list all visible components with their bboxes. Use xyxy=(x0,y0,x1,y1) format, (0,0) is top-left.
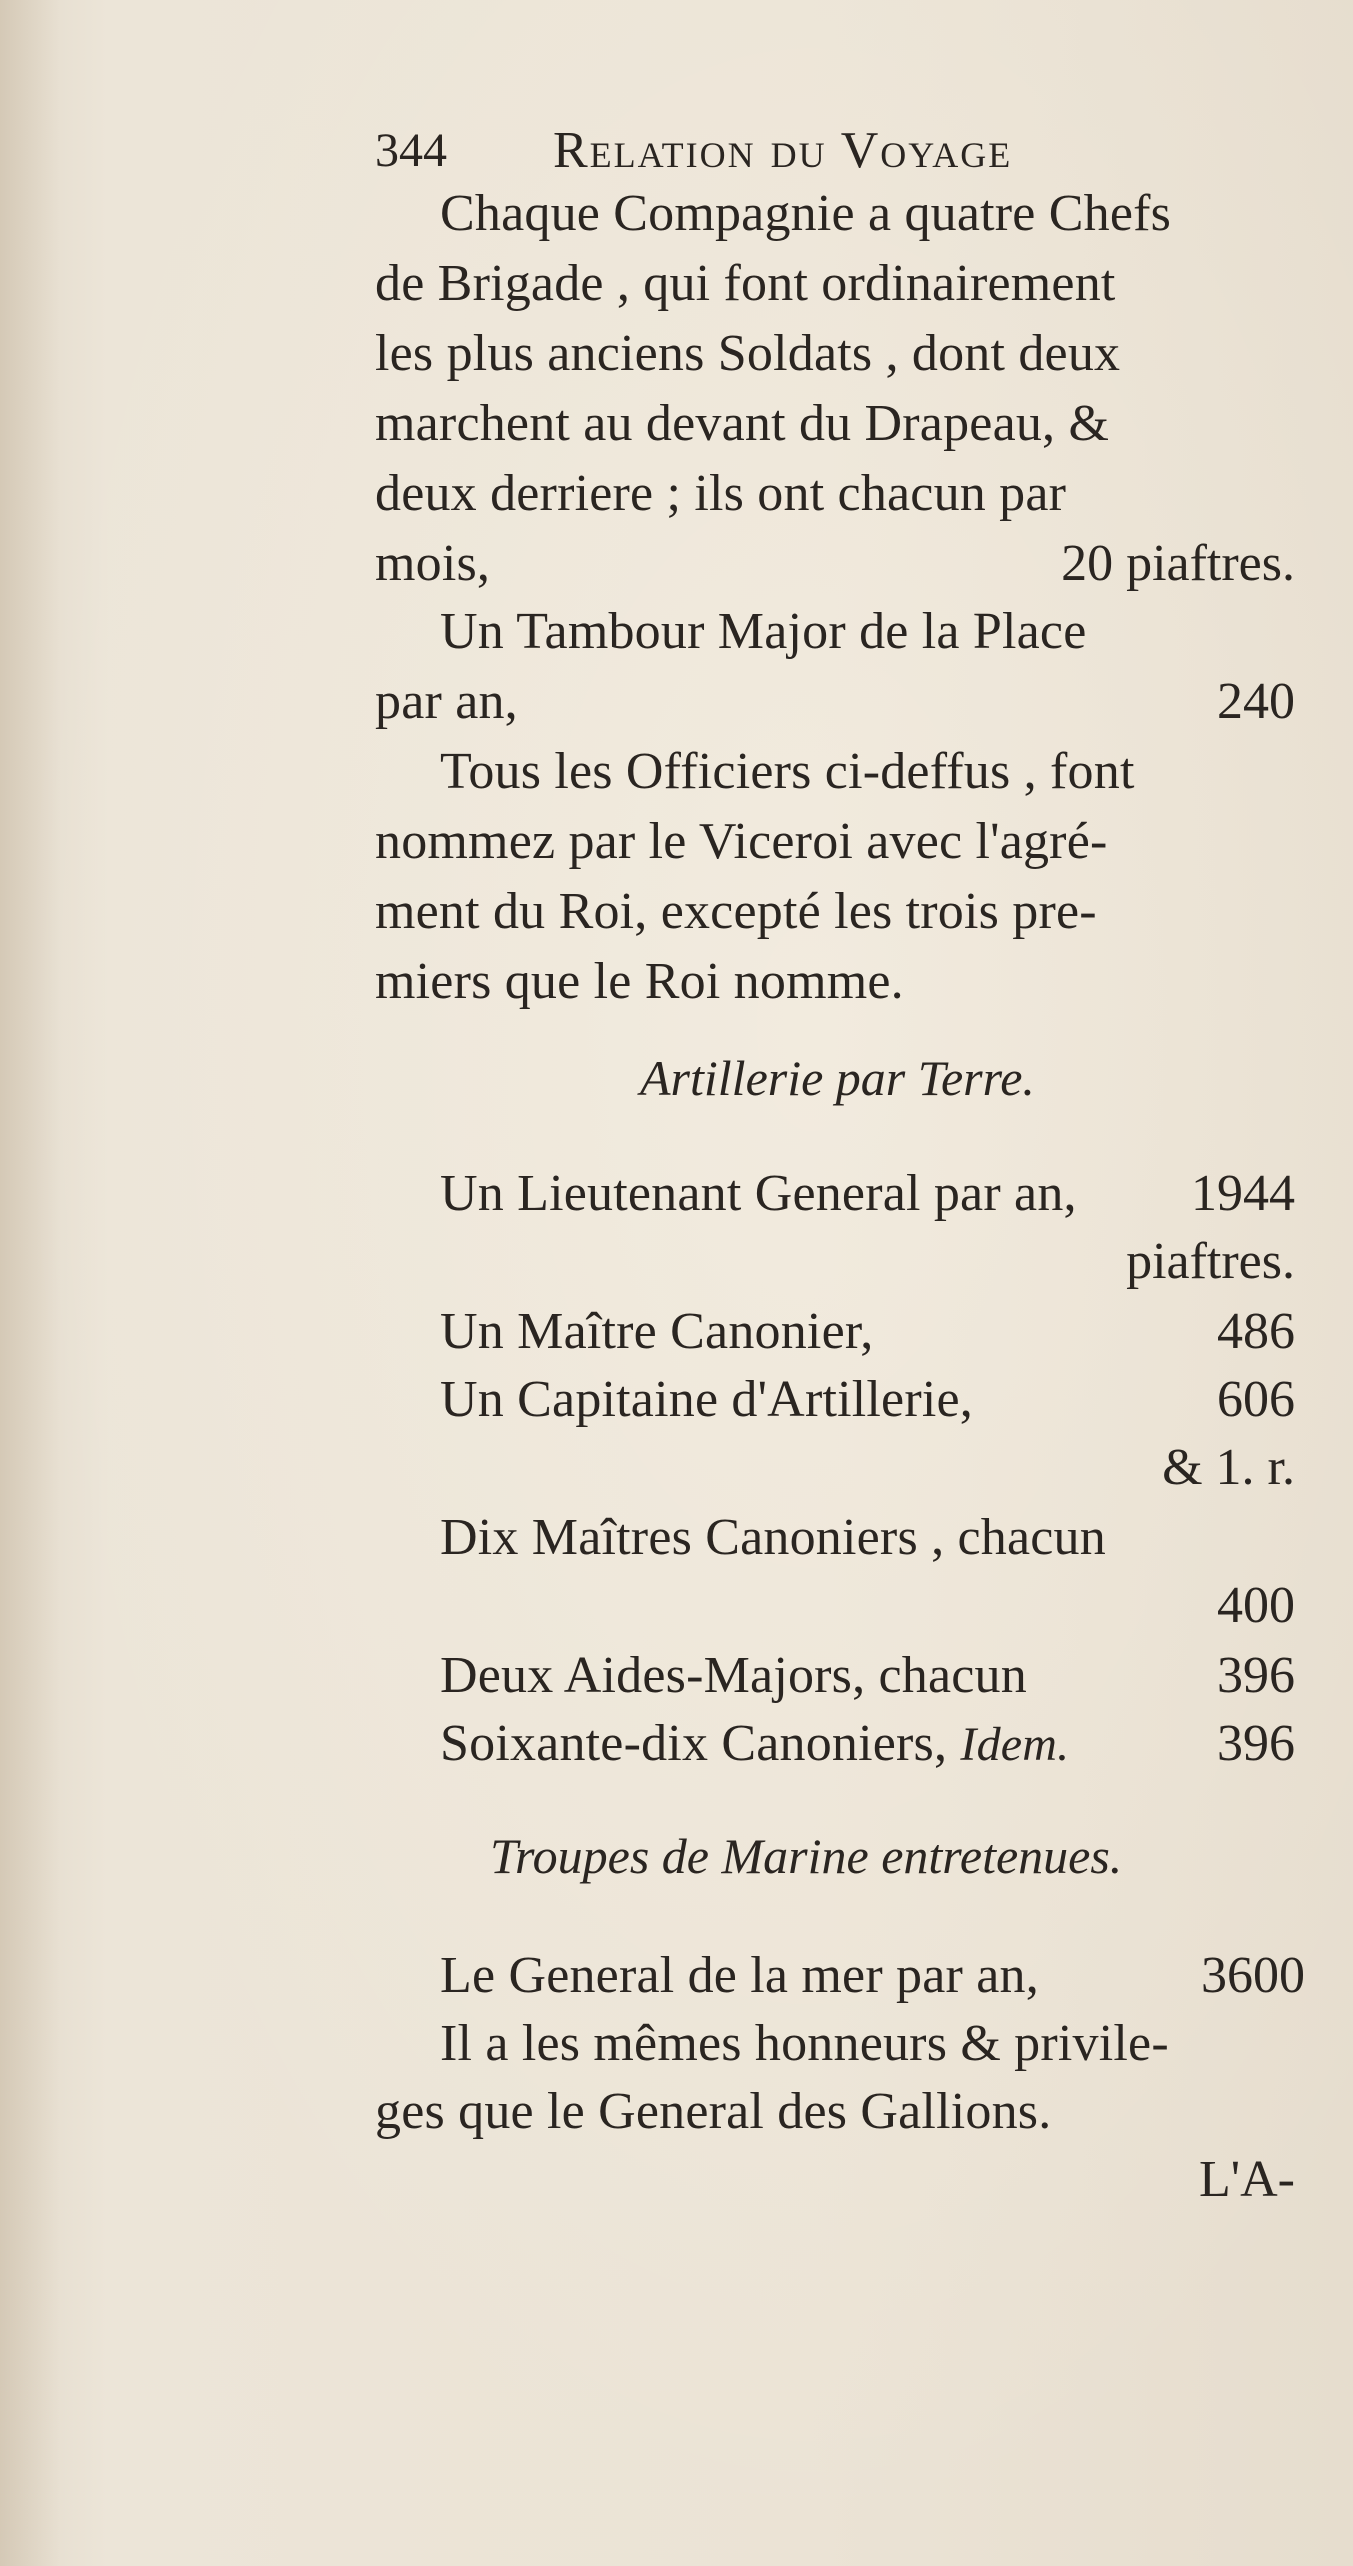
gutter-shadow xyxy=(0,0,60,2566)
section-heading-part: Marine entretenues. xyxy=(721,1828,1123,1884)
text-line: Tous les Officiers ci-deffus , font xyxy=(440,743,1135,800)
page-number: 344 xyxy=(375,124,447,177)
page-header xyxy=(375,116,1265,186)
catchword: L'A- xyxy=(1198,2151,1295,2208)
text-line: Un Maître Canonier, xyxy=(440,1303,874,1360)
text-line: Un Tambour Major de la Place xyxy=(440,603,1087,660)
text-line: nommez par le Viceroi avec l'agré- xyxy=(375,813,1108,870)
amount: & 1. r. xyxy=(1162,1439,1295,1496)
section-heading: Artillerie par Terre. xyxy=(640,1050,1035,1106)
amount: 606 xyxy=(1217,1371,1295,1428)
amount: 20 piaftres. xyxy=(1061,535,1295,592)
amount: 3600 xyxy=(1201,1947,1305,2004)
amount: 240 xyxy=(1217,673,1295,730)
text-line: Un Capitaine d'Artillerie, xyxy=(440,1371,973,1428)
text-line: Le General de la mer par an, xyxy=(440,1947,1039,2004)
text-line: ment du Roi, excepté les trois pre- xyxy=(375,883,1097,940)
amount: 486 xyxy=(1217,1303,1295,1360)
text-line: Un Lieutenant General par an, xyxy=(440,1165,1077,1222)
amount: 400 xyxy=(1217,1577,1295,1634)
section-heading xyxy=(490,1826,1122,1886)
text-line: les plus anciens Soldats , dont deux xyxy=(375,325,1121,382)
text-line: ges que le General des Gallions. xyxy=(375,2083,1052,2140)
text-line-label: Soixante-dix Canoniers, xyxy=(440,1715,948,1772)
idem-italic: Idem. xyxy=(960,1718,1070,1771)
text-line: Dix Maîtres Canoniers , chacun xyxy=(440,1509,1106,1566)
amount: 396 xyxy=(1217,1647,1295,1704)
section-heading-part: Troupes de xyxy=(490,1828,722,1884)
text-line: Chaque Compagnie a quatre Chefs xyxy=(440,185,1172,242)
text-line: Deux Aides-Majors, chacun xyxy=(440,1647,1027,1704)
amount: piaftres. xyxy=(1126,1233,1295,1290)
text-line xyxy=(440,1714,1069,1775)
text-line: mois, xyxy=(375,535,491,592)
running-head: Relation du Voyage xyxy=(553,122,1013,179)
text-line: deux derriere ; ils ont chacun par xyxy=(375,465,1067,522)
text-line: Il a les mêmes honneurs & privile- xyxy=(440,2015,1169,2072)
text-line: par an, xyxy=(375,673,518,730)
amount: 1944 xyxy=(1191,1165,1295,1222)
text-line: marchent au devant du Drapeau, & xyxy=(375,395,1110,452)
text-line: de Brigade , qui font ordinairement xyxy=(375,255,1116,312)
amount: 396 xyxy=(1217,1715,1295,1772)
text-line: miers que le Roi nomme. xyxy=(375,953,904,1010)
